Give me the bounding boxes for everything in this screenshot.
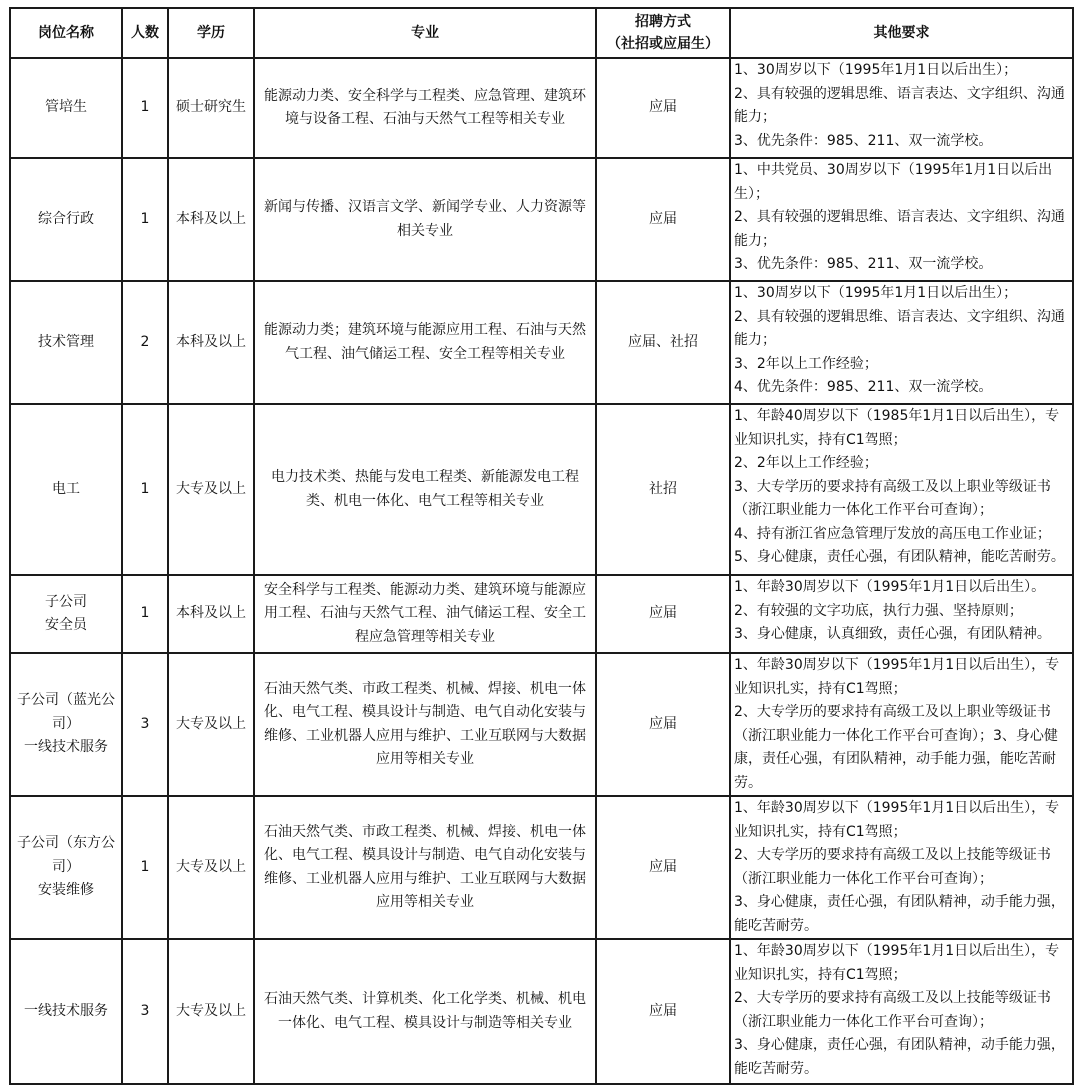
position-name: 一线技术服务 <box>24 739 108 756</box>
method-cell: 应届、社招 <box>596 281 730 404</box>
education-cell: 大专及以上 <box>168 653 254 796</box>
table-row <box>10 58 1073 158</box>
major-cell: 能源动力类；建筑环境与能源应用工程、石油与天然气工程、油气储运工程、安全工程等相关专业 <box>254 281 596 404</box>
table-row <box>10 653 1073 796</box>
requirement-item: 2、具有较强的逻辑思维、语言表达、文字组织、沟通能力； <box>734 85 1065 125</box>
requirement-item: 2、有较强的文字功底，执行力强、坚持原则； <box>734 602 1023 619</box>
count-cell: 1 <box>122 158 168 281</box>
education-cell: 本科及以上 <box>168 575 254 653</box>
requirements-cell <box>730 575 1073 653</box>
requirement-item: 2、具有较强的逻辑思维、语言表达、文字组织、沟通能力； <box>734 209 1065 249</box>
requirement-item: 1、30周岁以下（1995年1月1日以后出生）； <box>734 62 1018 78</box>
table-row <box>10 281 1073 404</box>
education-cell: 本科及以上 <box>168 158 254 281</box>
requirement-item: 1、年龄30周岁以下（1995年1月1日以后出生）。 <box>734 579 1046 595</box>
education-cell: 大专及以上 <box>168 404 254 575</box>
position-name: 安装维修 <box>38 882 94 899</box>
position-name: 综合行政 <box>38 210 94 227</box>
requirement-item: 3、身心健康，责任心强，有团队精神，动手能力强，能吃苦耐劳。 <box>734 894 1065 934</box>
method-cell: 应届 <box>596 575 730 653</box>
header-row <box>10 8 1073 58</box>
header-method <box>596 8 730 58</box>
count-cell: 1 <box>122 58 168 158</box>
position-cell <box>10 575 122 653</box>
position-name: 一线技术服务 <box>24 1002 108 1019</box>
count-cell: 3 <box>122 653 168 796</box>
table-row <box>10 939 1073 1084</box>
position-cell <box>10 158 122 281</box>
requirements-cell <box>730 653 1073 796</box>
position-name: 管培生 <box>45 99 87 116</box>
requirement-item: 2、大专学历的要求持有高级工及以上职业等级证书（浙江职业能力一体化工作平台可查询）；3、身心健康，责任心强，有团队精神，动手能力强，能吃苦耐劳。 <box>734 704 1058 791</box>
method-cell: 应届 <box>596 653 730 796</box>
header-major: 专业 <box>254 8 596 58</box>
requirement-item: 1、年龄40周岁以下（1985年1月1日以后出生），专业知识扎实，持有C1驾照； <box>734 408 1060 448</box>
requirement-item: 3、身心健康，责任心强，有团队精神，动手能力强，能吃苦耐劳。 <box>734 1037 1065 1077</box>
position-cell <box>10 404 122 575</box>
position-name: 安全员 <box>45 617 87 633</box>
requirements-cell <box>730 281 1073 404</box>
header-method-line1: 招聘方式 <box>635 14 691 30</box>
table-row <box>10 796 1073 939</box>
count-cell: 2 <box>122 281 168 404</box>
position-cell <box>10 939 122 1084</box>
requirement-item: 1、中共党员、30周岁以下（1995年1月1日以后出生）； <box>734 162 1053 202</box>
requirement-item: 3、大专学历的要求持有高级工及以上职业等级证书（浙江职业能力一体化工作平台可查询）； <box>734 478 1051 518</box>
position-name: 子公司 <box>45 593 87 610</box>
major-cell: 新闻与传播、汉语言文学、新闻学专业、人力资源等相关专业 <box>254 158 596 281</box>
requirements-cell <box>730 796 1073 939</box>
method-cell: 应届 <box>596 939 730 1084</box>
major-cell: 石油天然气类、计算机类、化工化学类、机械、机电一体化、电气工程、模具设计与制造等相关专业 <box>254 939 596 1084</box>
requirement-item: 3、优先条件：985、211、双一流学校。 <box>734 256 993 272</box>
position-cell <box>10 281 122 404</box>
requirements-cell <box>730 158 1073 281</box>
table-row <box>10 575 1073 653</box>
header-method-line2: （社招或应届生） <box>607 36 719 52</box>
table-body <box>10 58 1073 1084</box>
table-row <box>10 158 1073 281</box>
header-requirements: 其他要求 <box>730 8 1073 58</box>
method-cell: 应届 <box>596 58 730 158</box>
count-cell: 1 <box>122 404 168 575</box>
requirement-item: 2、大专学历的要求持有高级工及以上技能等级证书（浙江职业能力一体化工作平台可查询）； <box>734 990 1051 1030</box>
requirement-item: 1、年龄30周岁以下（1995年1月1日以后出生），专业知识扎实，持有C1驾照； <box>734 943 1060 983</box>
education-cell: 硕士研究生 <box>168 58 254 158</box>
header-count: 人数 <box>122 8 168 58</box>
requirement-item: 3、优先条件：985、211、双一流学校。 <box>734 132 993 149</box>
requirement-item: 1、年龄30周岁以下（1995年1月1日以后出生），专业知识扎实，持有C1驾照； <box>734 800 1060 840</box>
position-name: 技术管理 <box>38 333 94 350</box>
count-cell: 1 <box>122 575 168 653</box>
recruitment-table <box>9 7 1074 1085</box>
method-cell: 应届 <box>596 796 730 939</box>
position-name: 子公司（蓝光公司） <box>17 692 115 732</box>
header-education: 学历 <box>168 8 254 58</box>
major-cell: 安全科学与工程类、能源动力类、建筑环境与能源应用工程、石油与天然气工程、油气储运工程、安全工程应急管理等相关专业 <box>254 575 596 653</box>
education-cell: 本科及以上 <box>168 281 254 404</box>
table-row <box>10 404 1073 575</box>
method-cell: 应届 <box>596 158 730 281</box>
education-cell: 大专及以上 <box>168 939 254 1084</box>
requirement-item: 2、大专学历的要求持有高级工及以上技能等级证书（浙江职业能力一体化工作平台可查询）； <box>734 847 1051 887</box>
count-cell: 3 <box>122 939 168 1084</box>
education-cell: 大专及以上 <box>168 796 254 939</box>
method-cell: 社招 <box>596 404 730 575</box>
requirement-item: 4、优先条件：985、211、双一流学校。 <box>734 379 993 395</box>
requirement-item: 3、身心健康，认真细致，责任心强，有团队精神。 <box>734 626 1051 642</box>
count-cell: 1 <box>122 796 168 939</box>
major-cell: 石油天然气类、市政工程类、机械、焊接、机电一体化、电气工程、模具设计与制造、电气自动化安装与维修、工业机器人应用与维护、工业互联网与大数据应用等相关专业 <box>254 796 596 939</box>
major-cell: 电力技术类、热能与发电工程类、新能源发电工程类、机电一体化、电气工程等相关专业 <box>254 404 596 575</box>
major-cell: 能源动力类、安全科学与工程类、应急管理、建筑环境与设备工程、石油与天然气工程等相关专业 <box>254 58 596 158</box>
requirement-item: 1、年龄30周岁以下（1995年1月1日以后出生），专业知识扎实，持有C1驾照； <box>734 657 1060 697</box>
position-cell <box>10 796 122 939</box>
position-name: 电工 <box>52 480 80 497</box>
requirements-cell <box>730 58 1073 158</box>
requirement-item: 3、2年以上工作经验； <box>734 355 878 372</box>
requirements-cell <box>730 939 1073 1084</box>
major-cell: 石油天然气类、市政工程类、机械、焊接、机电一体化、电气工程、模具设计与制造、电气自动化安装与维修、工业机器人应用与维护、工业互联网与大数据应用等相关专业 <box>254 653 596 796</box>
requirement-item: 2、具有较强的逻辑思维、语言表达、文字组织、沟通能力； <box>734 308 1065 348</box>
requirements-cell <box>730 404 1073 575</box>
requirement-item: 2、2年以上工作经验； <box>734 455 878 471</box>
position-name: 子公司（东方公司） <box>17 835 115 875</box>
header-position: 岗位名称 <box>10 8 122 58</box>
position-cell <box>10 58 122 158</box>
requirement-item: 4、持有浙江省应急管理厅发放的高压电工作业证；5、身心健康，责任心强，有团队精神，能吃苦耐劳。 <box>734 525 1065 565</box>
position-cell <box>10 653 122 796</box>
requirement-item: 1、30周岁以下（1995年1月1日以后出生）； <box>734 285 1018 301</box>
